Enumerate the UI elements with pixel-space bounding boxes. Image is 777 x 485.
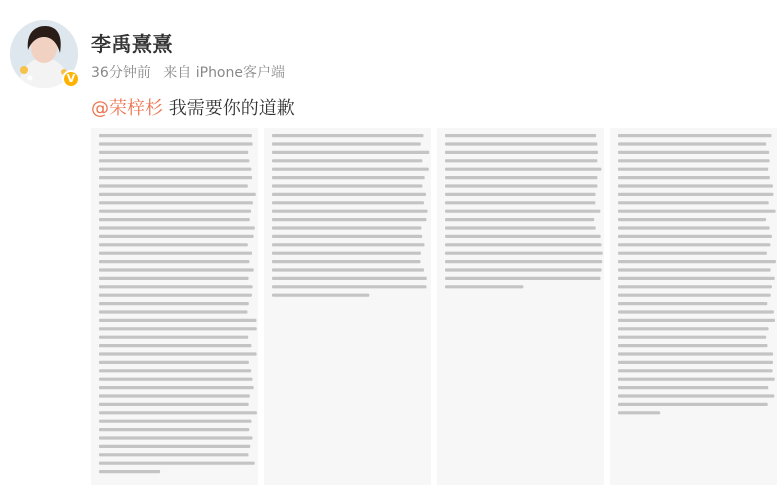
image-gallery (91, 128, 777, 485)
statement-image-3[interactable] (437, 128, 604, 485)
author-name[interactable]: 李禹熹熹 (91, 32, 173, 56)
post-text (91, 94, 295, 120)
statement-image-1-text-lines (91, 128, 258, 485)
post-time[interactable]: 36分钟前 (91, 65, 151, 81)
statement-image-1[interactable] (91, 128, 258, 485)
statement-image-2-text-lines (264, 128, 431, 485)
statement-image-4[interactable] (610, 128, 777, 485)
mention-link[interactable]: @荣梓杉 (91, 98, 163, 119)
statement-image-3-text-lines (437, 128, 604, 485)
verified-badge-icon: V (62, 70, 80, 88)
statement-image-4-text-lines (610, 128, 777, 485)
post-body: 我需要你的道歉 (163, 98, 295, 119)
post-meta (91, 62, 293, 82)
statement-image-2[interactable] (264, 128, 431, 485)
post-source: 来自 iPhone客户端 (163, 65, 285, 81)
